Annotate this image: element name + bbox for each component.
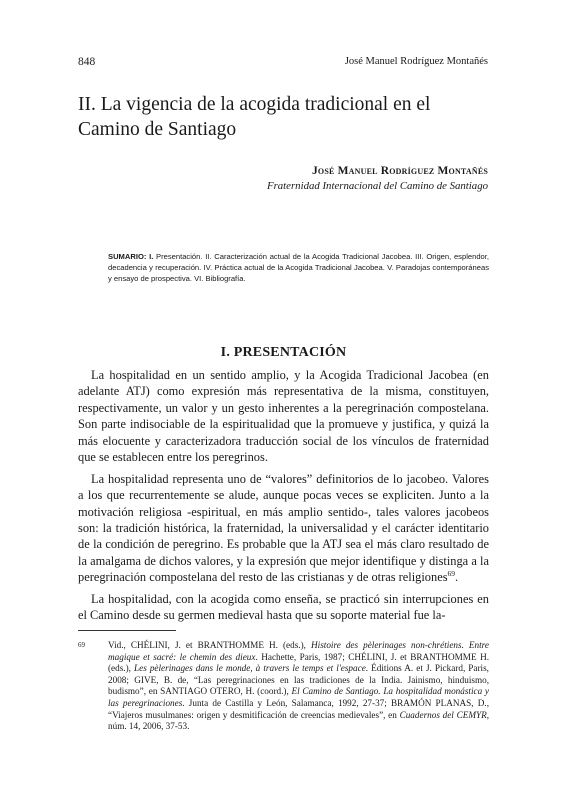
chapter-title: II. La vigencia de la acogida tradicional en el Camino de Santiago [78, 94, 431, 140]
paragraph-text: La hospitalidad en un sentido amplio, y la Acogida Tradicional Jacobea (en adelante ATJ) como expresión más representativa de la misma, constituyen, respectivamente, un valor y un gesto inherentes a la peregrinación compostelana. Son parte indisociable de la espiritualidad que la promueve y justifica, y quizá la más elocuente y caracterizadora traducción social de los vínculos de fraternidad que se establecen entre los peregrinos. [78, 368, 489, 465]
footnote-segment: Vid., CHÉLINI, J. et BRANTHOMME H. (eds.), [108, 640, 311, 650]
paragraph-text: La hospitalidad representa uno de “valores” definitorios de lo jacobeo. Valores a los que recurrentemente se alude, aunque pocas veces se expliciten. Junto a la motivación religiosa -espiritual, en más amplio sentido-, tales valores jacobeos son: la tradición histórica, la fraternidad, la universalidad y el carácter identitario de la condición de peregrino. Es probable que la ATJ sea el más claro resultado de la amalgama de dichos valores, y la expresión que mejor identifique y distinga a la peregrinación compostelana del resto de las cristianas y de otras religiones [78, 471, 489, 585]
footnote-title: El Camino de Santiago. La hospitalidad monástica y las peregrinaciones [108, 686, 490, 708]
footnote-segment: . Éditions A. et J. Pickard, Paris, 2008; GIVE, B. de, “Las peregrinaciones en las tradiciones de la India. Jainismo, hinduismo, budismo”, en SANTIAGO OTERO, H. (coord.), [108, 663, 489, 697]
paragraph-text: La hospitalidad, con la acogida como enseña, se practicó sin interrupciones en el Camino desde su germen medieval hasta que su soporte material fue la- [78, 592, 489, 623]
footnote-segment: , núm. 14, 2006, 37-53. [108, 709, 489, 732]
author-affiliation: Fraternidad Internacional del Camino de Santiago [266, 180, 488, 192]
footnote-title: Histoire des pèlerinages non-chrétiens. Entre magique et sacré: le chemin des dieux [108, 640, 489, 662]
author-name: José Manuel Rodríguez Montañés [311, 165, 488, 177]
footnote-segment: . Junta de Castilla y León, Salamanca, 1992, 27-37; BRAMÓN PLANAS, D., “Viajeros musulmanes: origen y desmitificación de creencias medievales”, en [108, 697, 489, 720]
body-text [78, 367, 489, 629]
footnote-text [108, 640, 489, 733]
paragraph [78, 367, 489, 465]
paragraph [78, 591, 489, 624]
footnote-title: Les pèlerinages dans le monde, à travers le temps et l'espace [134, 663, 366, 674]
paragraph: La hospitalidad representa uno de “valores” definitorios de lo jacobeo. Valores a los que recurrentemente se alude, aunque pocas veces se expliciten. Junto a la motivación religiosa -espiritual, en más amplio sentido-, tales valores jacobeos son: la tradición histórica, la fraternidad, la universalidad y el carácter identitario de la condición de peregrino. Es probable que la ATJ sea el más claro resultado de la amalgama de dichos valores, y la expresión que mejor identifique y distinga a la peregrinación compostelana del resto de las cristianas y de otras religiones$^{69}$. [78, 471, 489, 585]
summary-text: Presentación. II. Caracterización actual de la Acogida Tradicional Jacobea. III. Origen, esplendor, decadencia y recuperación. IV. Práctica actual de la Acogida Tradicional Jacobea. V. Paradojas contemporáneas y ensayo de prospectiva. VI. Bibliografía. [108, 252, 489, 284]
summary-block [108, 251, 489, 285]
footnote-title: Cuadernos del CEMYR [399, 709, 487, 720]
footnote-divider [78, 630, 176, 631]
section-title: I. PRESENTACIÓN [220, 345, 347, 360]
running-head: José Manuel Rodríguez Montañés [344, 56, 488, 67]
footnote [78, 640, 489, 733]
footnote-reference: 69 [447, 569, 456, 579]
page-header [78, 56, 488, 72]
summary-label: SUMARIO: I. [108, 252, 154, 261]
page-number: 848 [78, 56, 96, 68]
footnote-segment: . Hachette, Paris, 1987; CHÉLINI, J. et BRANTHOMME H. (eds.), [108, 651, 489, 674]
footnote-number: 69 [78, 641, 85, 649]
